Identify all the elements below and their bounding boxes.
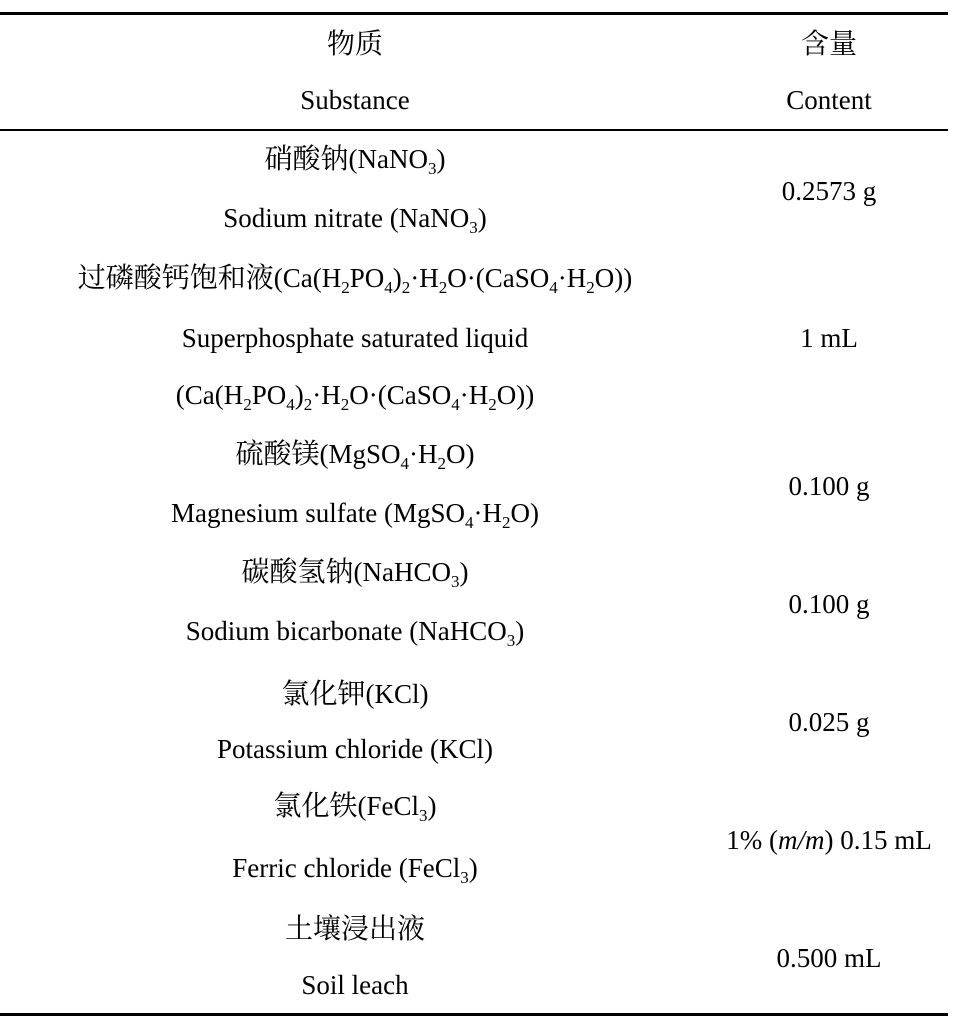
content-soil-leach: 0.500 mL <box>776 943 882 973</box>
row-sodium-nitrate-cn: 硝酸钠(NaNO$_3$) <box>264 142 446 178</box>
content-sodium-nitrate: 0.2573 g <box>781 176 877 206</box>
table-bottom-rule <box>0 1013 948 1016</box>
row-ferric-chloride-cn: 氯化铁(FeCl$_3$) <box>273 789 437 825</box>
content-superphosphate: 1 mL <box>800 323 858 353</box>
row-sodium-bicarbonate-cn: 碳酸氢钠(NaHCO$_3$) <box>241 555 469 591</box>
row-potassium-chloride-cn: 氯化钾(KCl) <box>281 677 429 710</box>
row-soil-leach-en: Soil leach <box>301 970 409 1000</box>
row-superphosphate-cn: 过磷酸钙饱和液$(Ca(H_2PO_4)_2\cdot H_2O\cdot(CaSO_4\cdot H_2O))$ <box>77 261 633 297</box>
row-magnesium-sulfate-en: Magnesium sulfate $(MgSO_4\cdot H_2O)$ <box>171 498 539 532</box>
row-sodium-bicarbonate-en: Sodium bicarbonate (NaHCO$_3$) <box>185 616 525 650</box>
header-substance-cn: 物质 <box>326 27 383 60</box>
content-potassium-chloride: 0.025 g <box>788 707 870 737</box>
row-soil-leach-cn: 土壤浸出液 <box>284 912 425 945</box>
content-magnesium-sulfate: 0.100 g <box>788 471 870 501</box>
content-ferric-chloride: 1% (m/m) 0.15 mL <box>726 825 932 855</box>
table-header-rule <box>0 129 948 131</box>
row-superphosphate-en: Superphosphate saturated liquid <box>181 323 529 353</box>
table-top-rule <box>0 12 948 15</box>
row-superphosphate-formula: $(Ca(H_2PO_4)_2\cdot H_2O\cdot(CaSO_4\cdot H_2O))$ <box>175 380 535 414</box>
content-sodium-bicarbonate: 0.100 g <box>788 589 870 619</box>
row-potassium-chloride-en: Potassium chloride (KCl) <box>217 734 493 764</box>
header-content-en: Content <box>786 85 872 115</box>
row-magnesium-sulfate-cn: 硫酸镁$(MgSO_4\cdot H_2O)$ <box>235 437 475 473</box>
header-substance-en: Substance <box>300 85 410 115</box>
row-ferric-chloride-en: Ferric chloride (FeCl$_3$) <box>232 853 478 887</box>
header-content-cn: 含量 <box>800 27 857 60</box>
row-sodium-nitrate-en: Sodium nitrate (NaNO$_3$) <box>223 203 487 237</box>
